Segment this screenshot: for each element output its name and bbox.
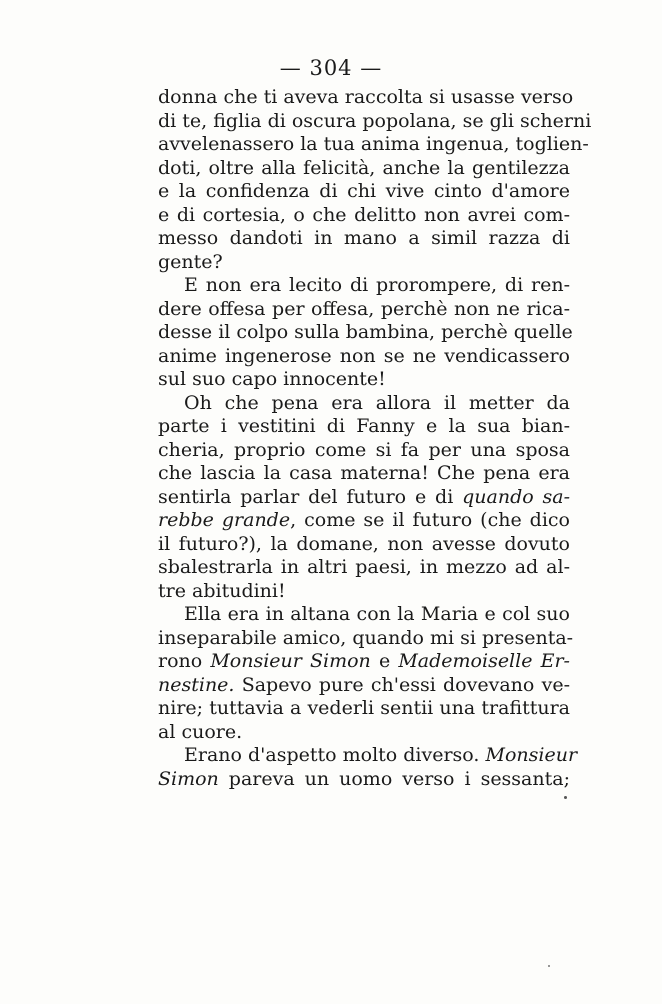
ink-speck [548, 965, 550, 967]
text-span: Sapevo pure ch'essi dovevano ve- [234, 673, 570, 696]
text-span: anime ingenerose non se ne vendicassero [158, 344, 570, 367]
text-span: rono [158, 650, 211, 672]
text-line [158, 180, 570, 204]
italic-span: Monsieur Simon [210, 650, 371, 672]
text-line [158, 533, 570, 557]
text-line [158, 86, 574, 110]
text-span: sul suo capo innocente! [158, 368, 386, 390]
text-span: e [370, 650, 399, 672]
text-line [158, 321, 573, 345]
text-span: Ella era in altana con la Maria e col suo [184, 603, 570, 625]
text-span: Oh che pena era allora il metter da [184, 391, 570, 414]
text-line [158, 345, 570, 369]
text-line [158, 392, 570, 416]
text-line [158, 650, 570, 674]
text-line [158, 768, 570, 792]
text-span: che lascia la casa materna! Che pena era [158, 462, 570, 484]
text-line [158, 721, 570, 745]
text-span: E non era lecito di prorompere, di ren- [184, 274, 570, 296]
text-span: cheria, proprio come si fa per una sposa [158, 438, 570, 461]
italic-span: Mademoiselle Er- [398, 650, 570, 672]
text-span: al cuore. [158, 720, 243, 743]
text-line [158, 157, 570, 181]
text-span: nire; tuttavia a vederli sentii una trafittura [158, 697, 570, 719]
text-line [158, 439, 570, 463]
text-line [158, 603, 570, 627]
text-span: parte i vestitini di Fanny e la sua bian- [158, 415, 570, 437]
text-span: pareva un uomo verso i sessanta; [218, 767, 570, 790]
text-line [158, 274, 570, 298]
text-line [158, 744, 578, 768]
page-number: — 304 — [279, 56, 383, 80]
text-line [158, 227, 570, 251]
text-line [158, 251, 570, 275]
text-line [158, 556, 570, 580]
italic-span: quando sa- [462, 485, 571, 508]
text-span: tre abitudini! [158, 579, 286, 602]
text-line [158, 415, 570, 439]
text-span: desse il colpo sulla bambina, perchè quelle [158, 321, 573, 343]
ink-speck [564, 796, 567, 799]
text-span: Erano d'aspetto molto diverso. [184, 744, 486, 766]
text-span: messo dandoti in mano a simil razza di [158, 227, 570, 249]
text-span: doti, oltre alla felicità, anche la gentilezza [158, 156, 570, 179]
text-line [158, 509, 570, 533]
body-text [158, 86, 592, 791]
text-span: sbalestrarla in altri paesi, in mezzo ad al- [158, 556, 570, 578]
text-line [158, 697, 570, 721]
text-line [158, 204, 570, 228]
text-span: dere offesa per offesa, perchè non ne rica- [158, 297, 570, 320]
italic-span: Monsieur [485, 744, 578, 766]
text-line [158, 486, 570, 510]
text-span: avvelenassero la tua anima ingenua, toglien- [158, 133, 589, 155]
text-span: e la confidenza di chi vive cinto d'amore [158, 180, 570, 202]
text-line [158, 133, 589, 157]
text-line [158, 109, 592, 134]
text-span: inseparabile amico, quando mi si presenta- [158, 626, 574, 649]
text-span: , come se il futuro (che dico [290, 509, 570, 531]
italic-span: nestine. [158, 673, 235, 696]
text-line [158, 462, 570, 486]
italic-span: rebbe grande [158, 509, 291, 531]
text-line [158, 298, 570, 322]
text-span: di te, figlia di oscura popolana, se gli scherni [158, 109, 592, 132]
text-line [158, 626, 574, 651]
text-span: gente? [158, 250, 223, 273]
text-line [158, 580, 570, 604]
text-line [158, 674, 570, 698]
text-line [158, 368, 570, 392]
text-span: e di cortesia, o che delitto non avrei com- [158, 203, 570, 226]
italic-span: Simon [158, 767, 219, 790]
text-span: sentirla parlar del futuro e di [158, 485, 463, 508]
text-span: donna che ti aveva raccolta si usasse verso [158, 86, 574, 108]
text-span: il futuro?), la domane, non avesse dovuto [158, 532, 570, 555]
